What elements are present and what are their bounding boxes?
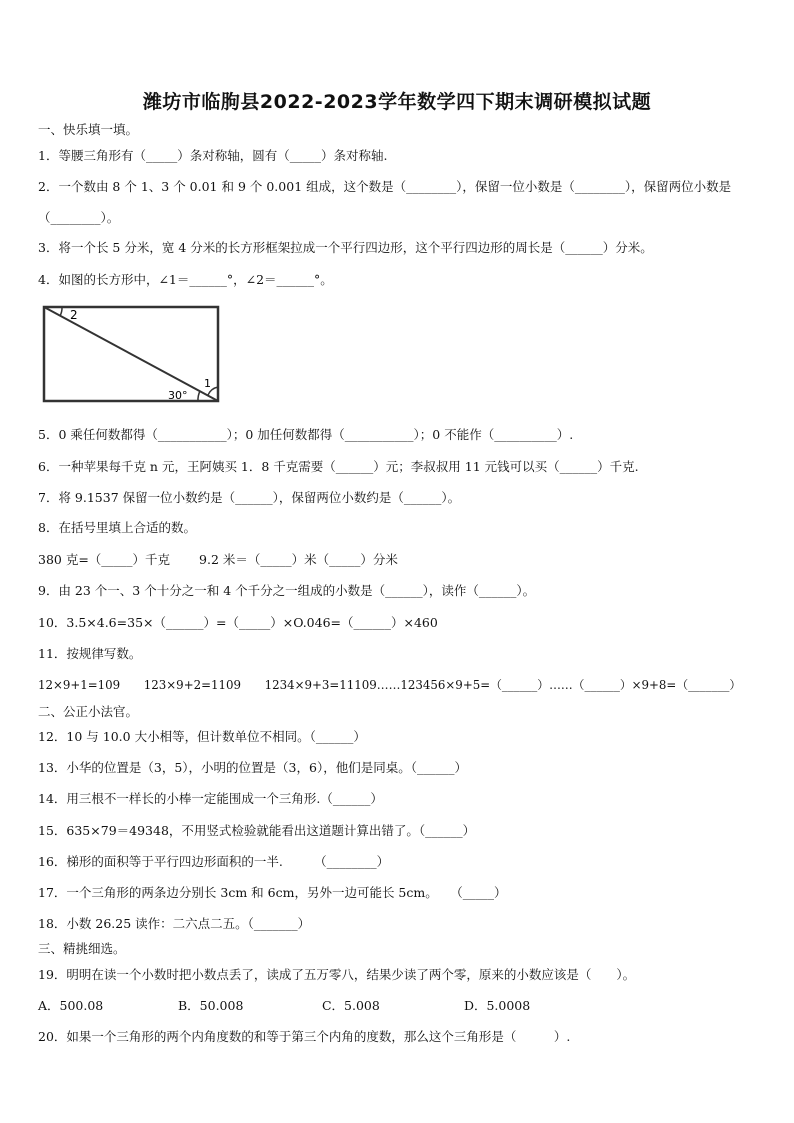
question-4: 4．如图的长方形中，∠1＝______°，∠2＝______°。: [38, 272, 333, 287]
angle-1-label: 1: [204, 377, 211, 390]
question-11-line: 12×9+1=109 123×9+2=1109 1234×9+3=11109……123456×9+5=（______）……（______）×9+8=（_______）: [38, 678, 742, 692]
question-6: 6．一种苹果每千克 n 元，王阿姨买 1．8 千克需要（______）元；李叔叔用 11 元钱可以买（______）千克.: [38, 459, 639, 474]
rectangle-angle-figure: [40, 303, 224, 407]
question-19: 19．明明在读一个小数时把小数点丢了，读成了五万零八，结果少读了两个零，原来的小数应该是（ ）。: [38, 967, 636, 982]
question-14: 14．用三根不一样长的小棒一定能围成一个三角形.（______）: [38, 791, 383, 806]
question-16: 16．梯形的面积等于平行四边形面积的一半. （________）: [38, 854, 390, 869]
question-2: 2．一个数由 8 个 1、3 个 0.01 和 9 个 0.001 组成，这个数是（________），保留一位小数是（________），保留两位小数是（________）。: [38, 179, 732, 225]
question-18: 18．小数 26.25 读作：二六点二五。（_______）: [38, 916, 311, 931]
question-10: 10．3.5×4.6=35×（______）=（_____）×O.046=（______）×460: [38, 615, 438, 630]
section-heading-judge: 二、公正小法官。: [38, 704, 139, 719]
question-1: 1．等腰三角形有（_____）条对称轴，圆有（_____）条对称轴.: [38, 148, 388, 163]
question-12: 12．10 与 10.0 大小相等，但计数单位不相同。（______）: [38, 729, 366, 744]
angle-30-arc: [198, 391, 200, 401]
question-3: 3．将一个长 5 分米，宽 4 分米的长方形框架拉成一个平行四边形，这个平行四边形的周长是（______）分米。: [38, 240, 653, 255]
question-8: 8．在括号里填上合适的数。: [38, 520, 196, 535]
option-b: B．50.008: [177, 998, 244, 1013]
question-15: 15．635×79＝49348，不用竖式检验就能看出这道题计算出错了。（______）: [38, 823, 476, 838]
angle-2-label: 2: [70, 308, 78, 322]
question-19-options: [38, 998, 530, 1014]
question-20: 20．如果一个三角形的两个内角度数的和等于第三个内角的度数，那么这个三角形是（ ）.: [38, 1029, 571, 1044]
question-7: 7．将 9.1537 保留一位小数约是（______），保留两位小数约是（______）。: [38, 490, 461, 505]
option-a: A．500.08: [38, 998, 104, 1013]
option-d: D．5.0008: [463, 998, 531, 1013]
question-5: 5．0 乘任何数都得（___________）；0 加任何数都得（___________）；0 不能作（__________）.: [38, 427, 574, 442]
question-13: 13．小华的位置是（3，5），小明的位置是（3，6），他们是同桌。（______）: [38, 760, 467, 775]
question-8-line: 380 克=（_____）千克 9.2 米＝（_____）米（_____）分米: [38, 552, 398, 567]
section-heading-fill-in: 一、快乐填一填。: [38, 122, 139, 137]
page-title: 潍坊市临朐县2022-2023学年数学四下期末调研模拟试题: [142, 91, 652, 113]
angle-30-label: 30°: [168, 389, 188, 402]
question-9: 9．由 23 个一、3 个十分之一和 4 个千分之一组成的小数是（______），读作（______）。: [38, 583, 536, 598]
option-c: C．5.008: [321, 998, 380, 1013]
question-17: 17．一个三角形的两条边分别长 3cm 和 6cm，另外一边可能长 5cm。 （_____）: [38, 885, 507, 900]
question-11: 11．按规律写数。: [38, 646, 142, 661]
angle-2-arc: [60, 307, 62, 316]
section-heading-choose: 三、精挑细选。: [38, 941, 126, 956]
